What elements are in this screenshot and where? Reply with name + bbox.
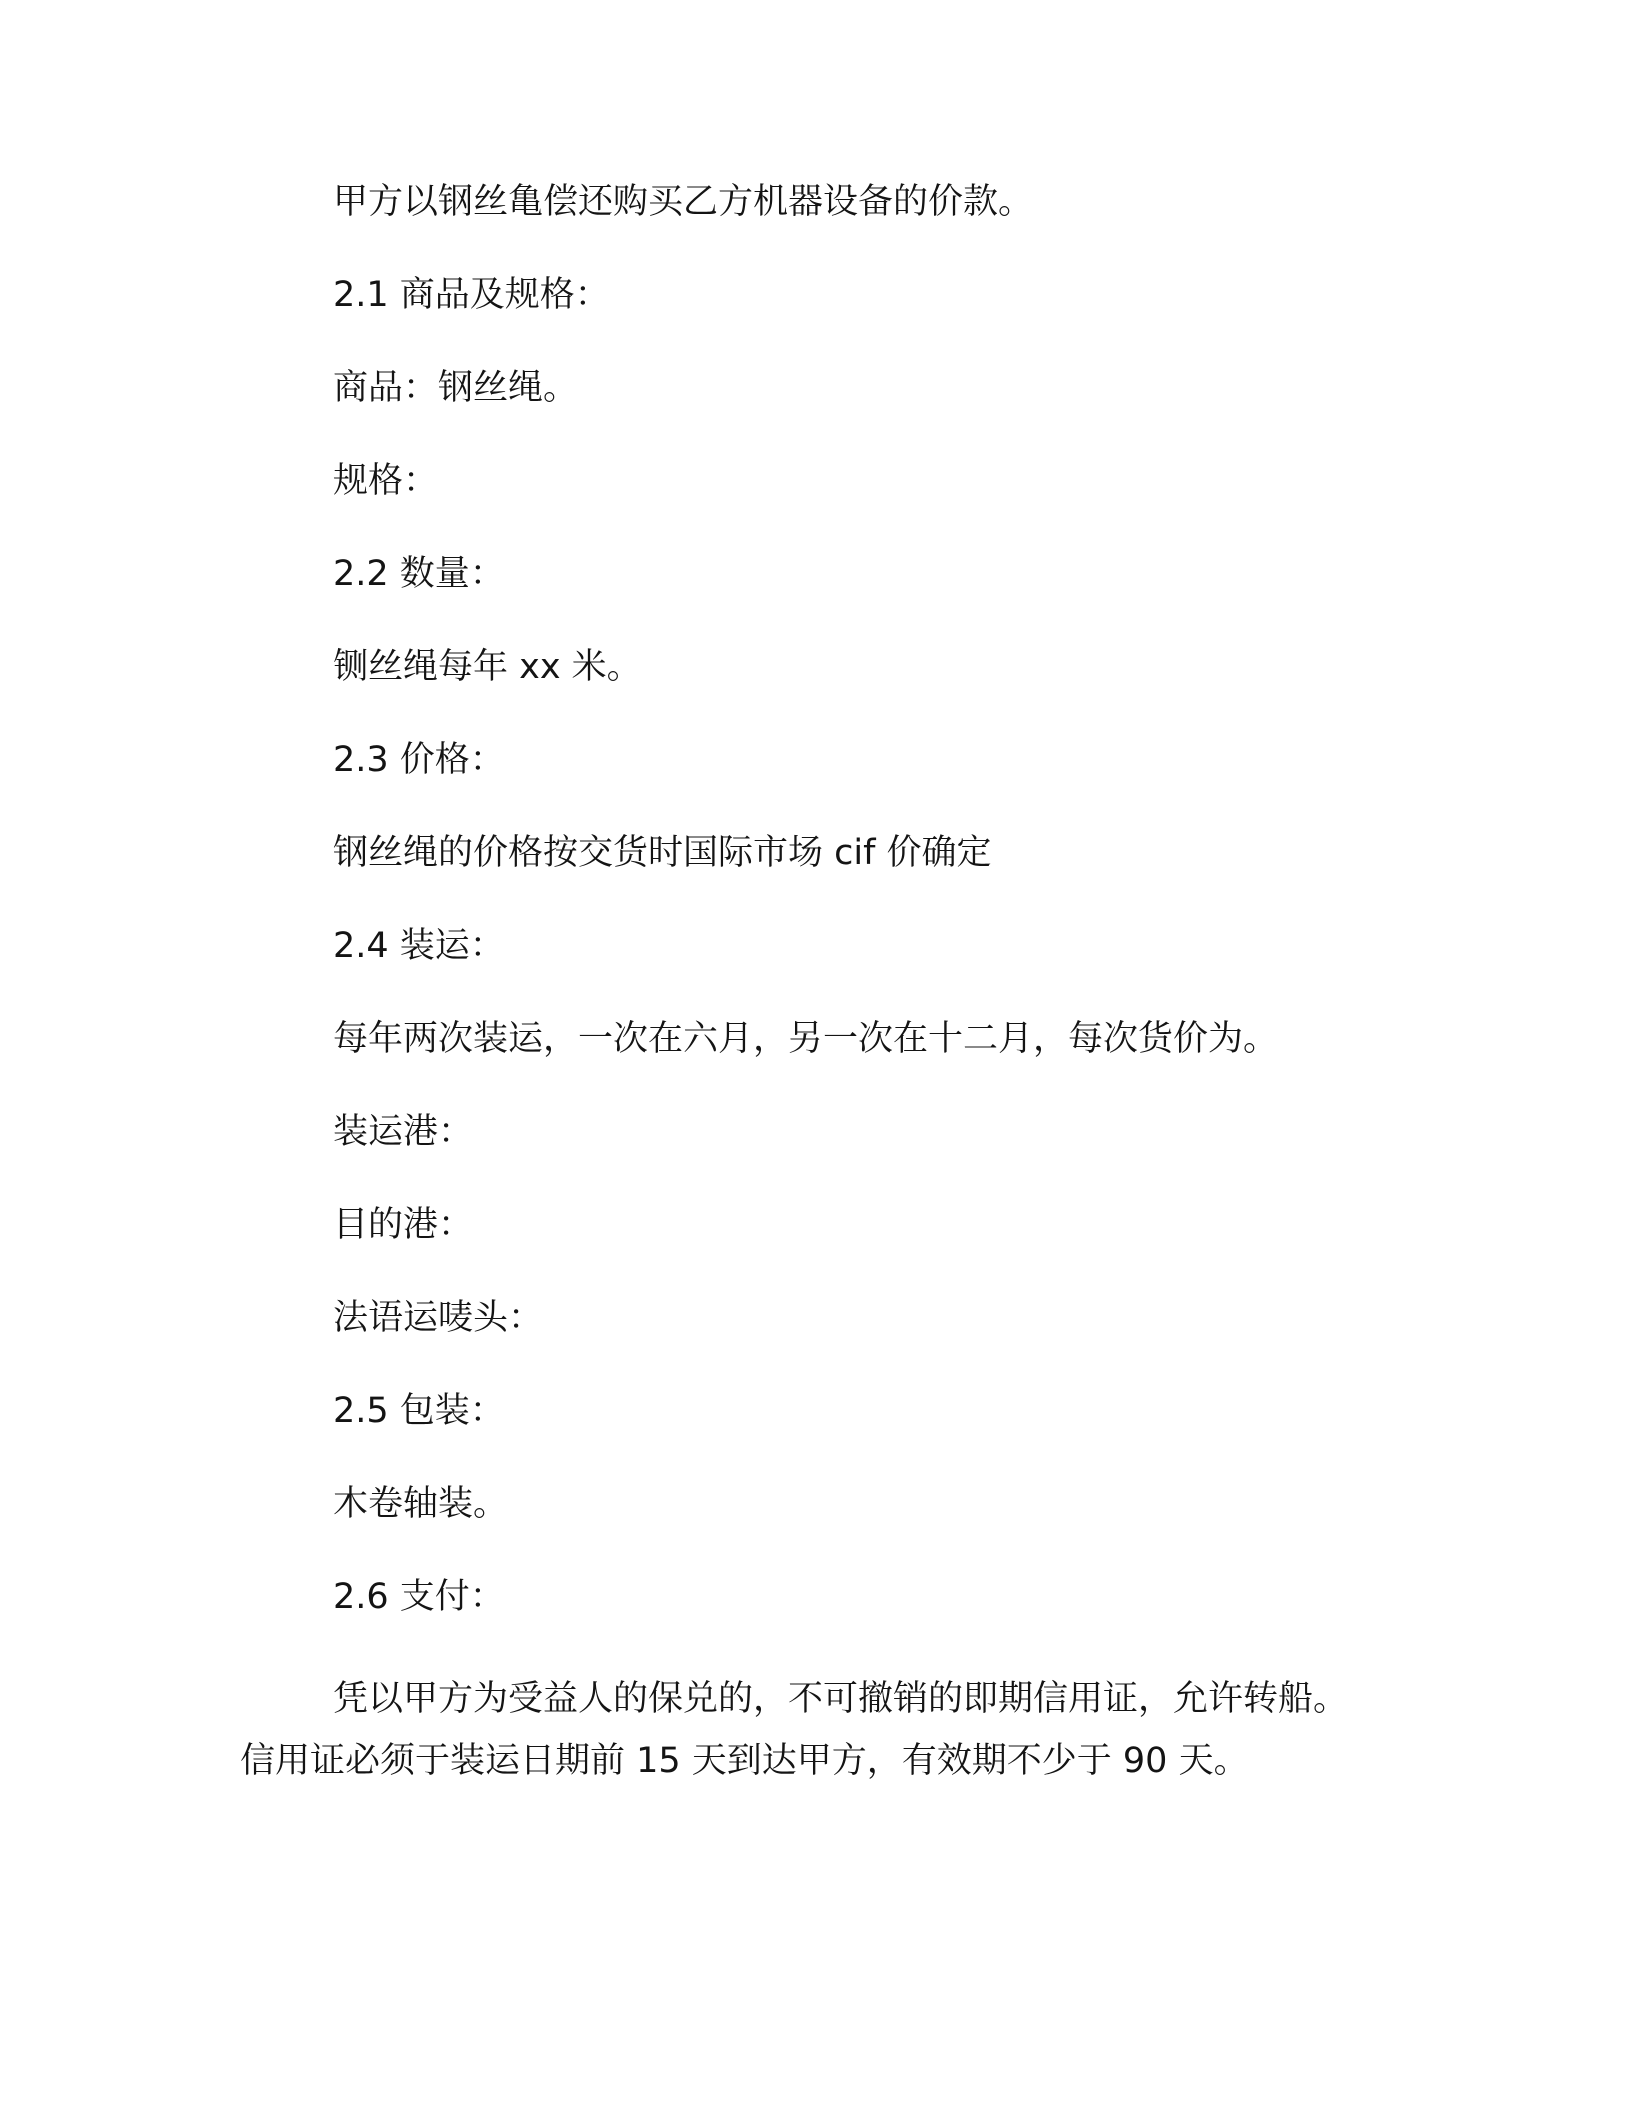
paragraph-port-of-loading: 装运港： <box>333 1112 474 1152</box>
heading-payment: 2.6 支付： <box>333 1577 505 1617</box>
paragraph-specs: 规格： <box>333 461 439 501</box>
letter-of-credit-line-2: 信用证必须于装运日期前 15 天到达甲方，有效期不少于 90 天。 <box>240 1741 1249 1781</box>
paragraph-price: 钢丝绳的价格按交货时国际市场 cif 价确定 <box>333 833 992 873</box>
heading-price: 2.3 价格： <box>333 740 505 780</box>
letter-of-credit-line-1: 凭以甲方为受益人的保兑的，不可撤销的即期信用证，允许转船。 <box>333 1679 1349 1719</box>
paragraph-goods: 商品：钢丝绳。 <box>333 368 579 408</box>
heading-packing: 2.5 包装： <box>333 1391 505 1431</box>
paragraph-port-of-destination: 目的港： <box>333 1205 474 1245</box>
paragraph-letter-of-credit <box>240 1668 1420 1792</box>
paragraph-payment-method: 甲方以钢丝亀偿还购买乙方机器设备的价款。 <box>333 182 1034 222</box>
heading-quantity: 2.2 数量： <box>333 554 505 594</box>
heading-shipment: 2.4 装运： <box>333 926 505 966</box>
paragraph-quantity: 铡丝绳每年 xx 米。 <box>333 647 642 687</box>
paragraph-shipment: 每年两次装运，一次在六月，另一次在十二月，每次货价为。 <box>333 1019 1279 1059</box>
heading-goods-and-specs: 2.1 商品及规格： <box>333 275 610 315</box>
paragraph-packing: 木卷轴装。 <box>333 1484 509 1524</box>
document-body <box>240 180 1420 1841</box>
paragraph-shipping-mark: 法语运唛头： <box>333 1298 544 1338</box>
